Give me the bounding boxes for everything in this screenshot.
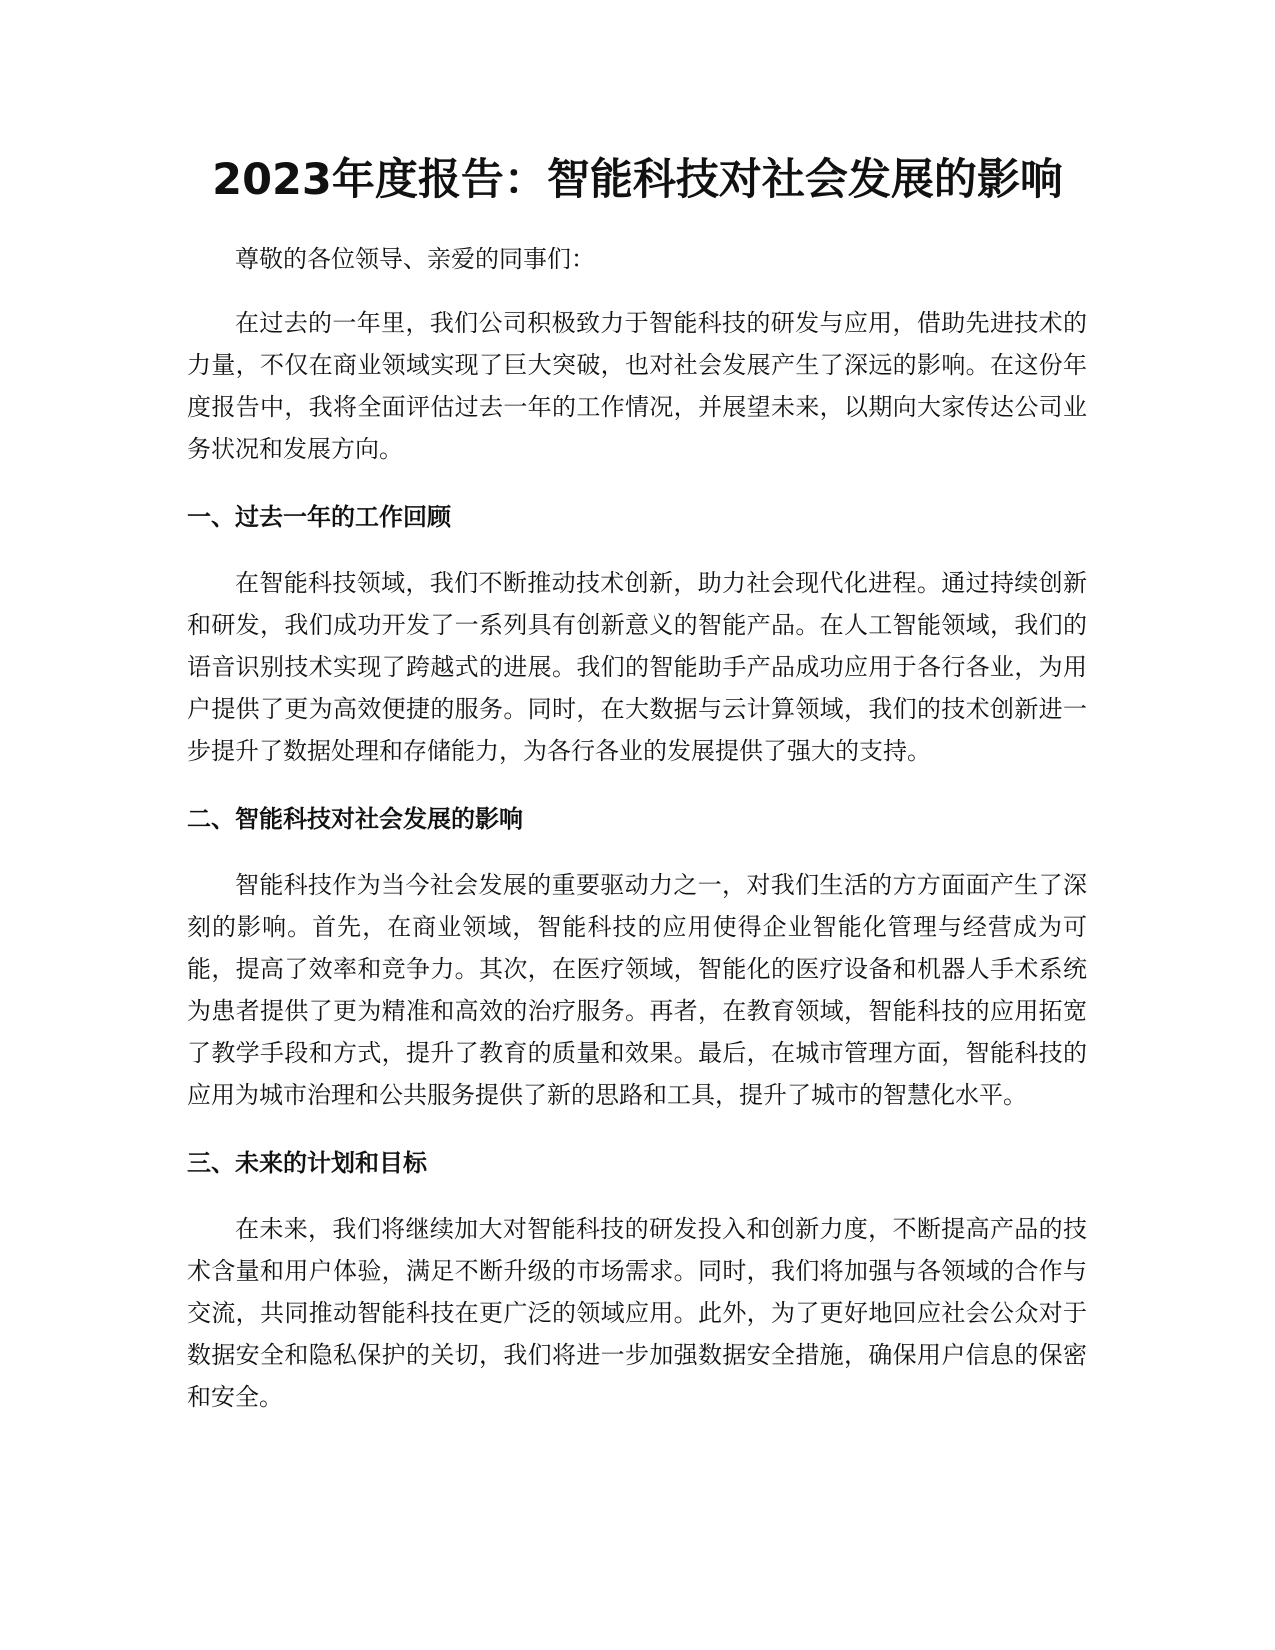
salutation: 尊敬的各位领导、亲爱的同事们： — [235, 245, 595, 273]
section-body-plans: 在未来，我们将继续加大对智能科技的研发投入和创新力度，不断提高产品的技术含量和用户体验，满足不断升级的市场需求。同时，我们将加强与各领域的合作与交流，共同推动智能科技在更广泛的领域应用。此外，为了更好地回应社会公众对于数据安全和隐私保护的关切，我们将进一步加强数据安全措施，确保用户信息的保密和安全。 — [187, 1215, 1087, 1411]
section-heading-impact: 二、智能科技对社会发展的影响 — [187, 805, 523, 833]
page-title: 2023年度报告：智能科技对社会发展的影响 — [212, 155, 1063, 205]
section-body-review: 在智能科技领域，我们不断推动技术创新，助力社会现代化进程。通过持续创新和研发，我们成功开发了一系列具有创新意义的智能产品。在人工智能领域，我们的语音识别技术实现了跨越式的进展。我们的智能助手产品成功应用于各行各业，为用户提供了更为高效便捷的服务。同时，在大数据与云计算领域，我们的技术创新进一步提升了数据处理和存储能力，为各行各业的发展提供了强大的支持。 — [187, 569, 1087, 765]
section-body-impact: 智能科技作为当今社会发展的重要驱动力之一，对我们生活的方方面面产生了深刻的影响。首先，在商业领域，智能科技的应用使得企业智能化管理与经营成为可能，提高了效率和竞争力。其次，在医疗领域，智能化的医疗设备和机器人手术系统为患者提供了更为精准和高效的治疗服务。再者，在教育领域，智能科技的应用拓宽了教学手段和方式，提升了教育的质量和效果。最后，在城市管理方面，智能科技的应用为城市治理和公共服务提供了新的思路和工具，提升了城市的智慧化水平。 — [187, 871, 1087, 1109]
section-heading-plans: 三、未来的计划和目标 — [187, 1149, 427, 1177]
intro-paragraph: 在过去的一年里，我们公司积极致力于智能科技的研发与应用，借助先进技术的力量，不仅在商业领域实现了巨大突破，也对社会发展产生了深远的影响。在这份年度报告中，我将全面评估过去一年的工作情况，并展望未来，以期向大家传达公司业务状况和发展方向。 — [187, 309, 1087, 463]
document-body — [187, 238, 1087, 1418]
section-heading-review: 一、过去一年的工作回顾 — [187, 503, 451, 531]
